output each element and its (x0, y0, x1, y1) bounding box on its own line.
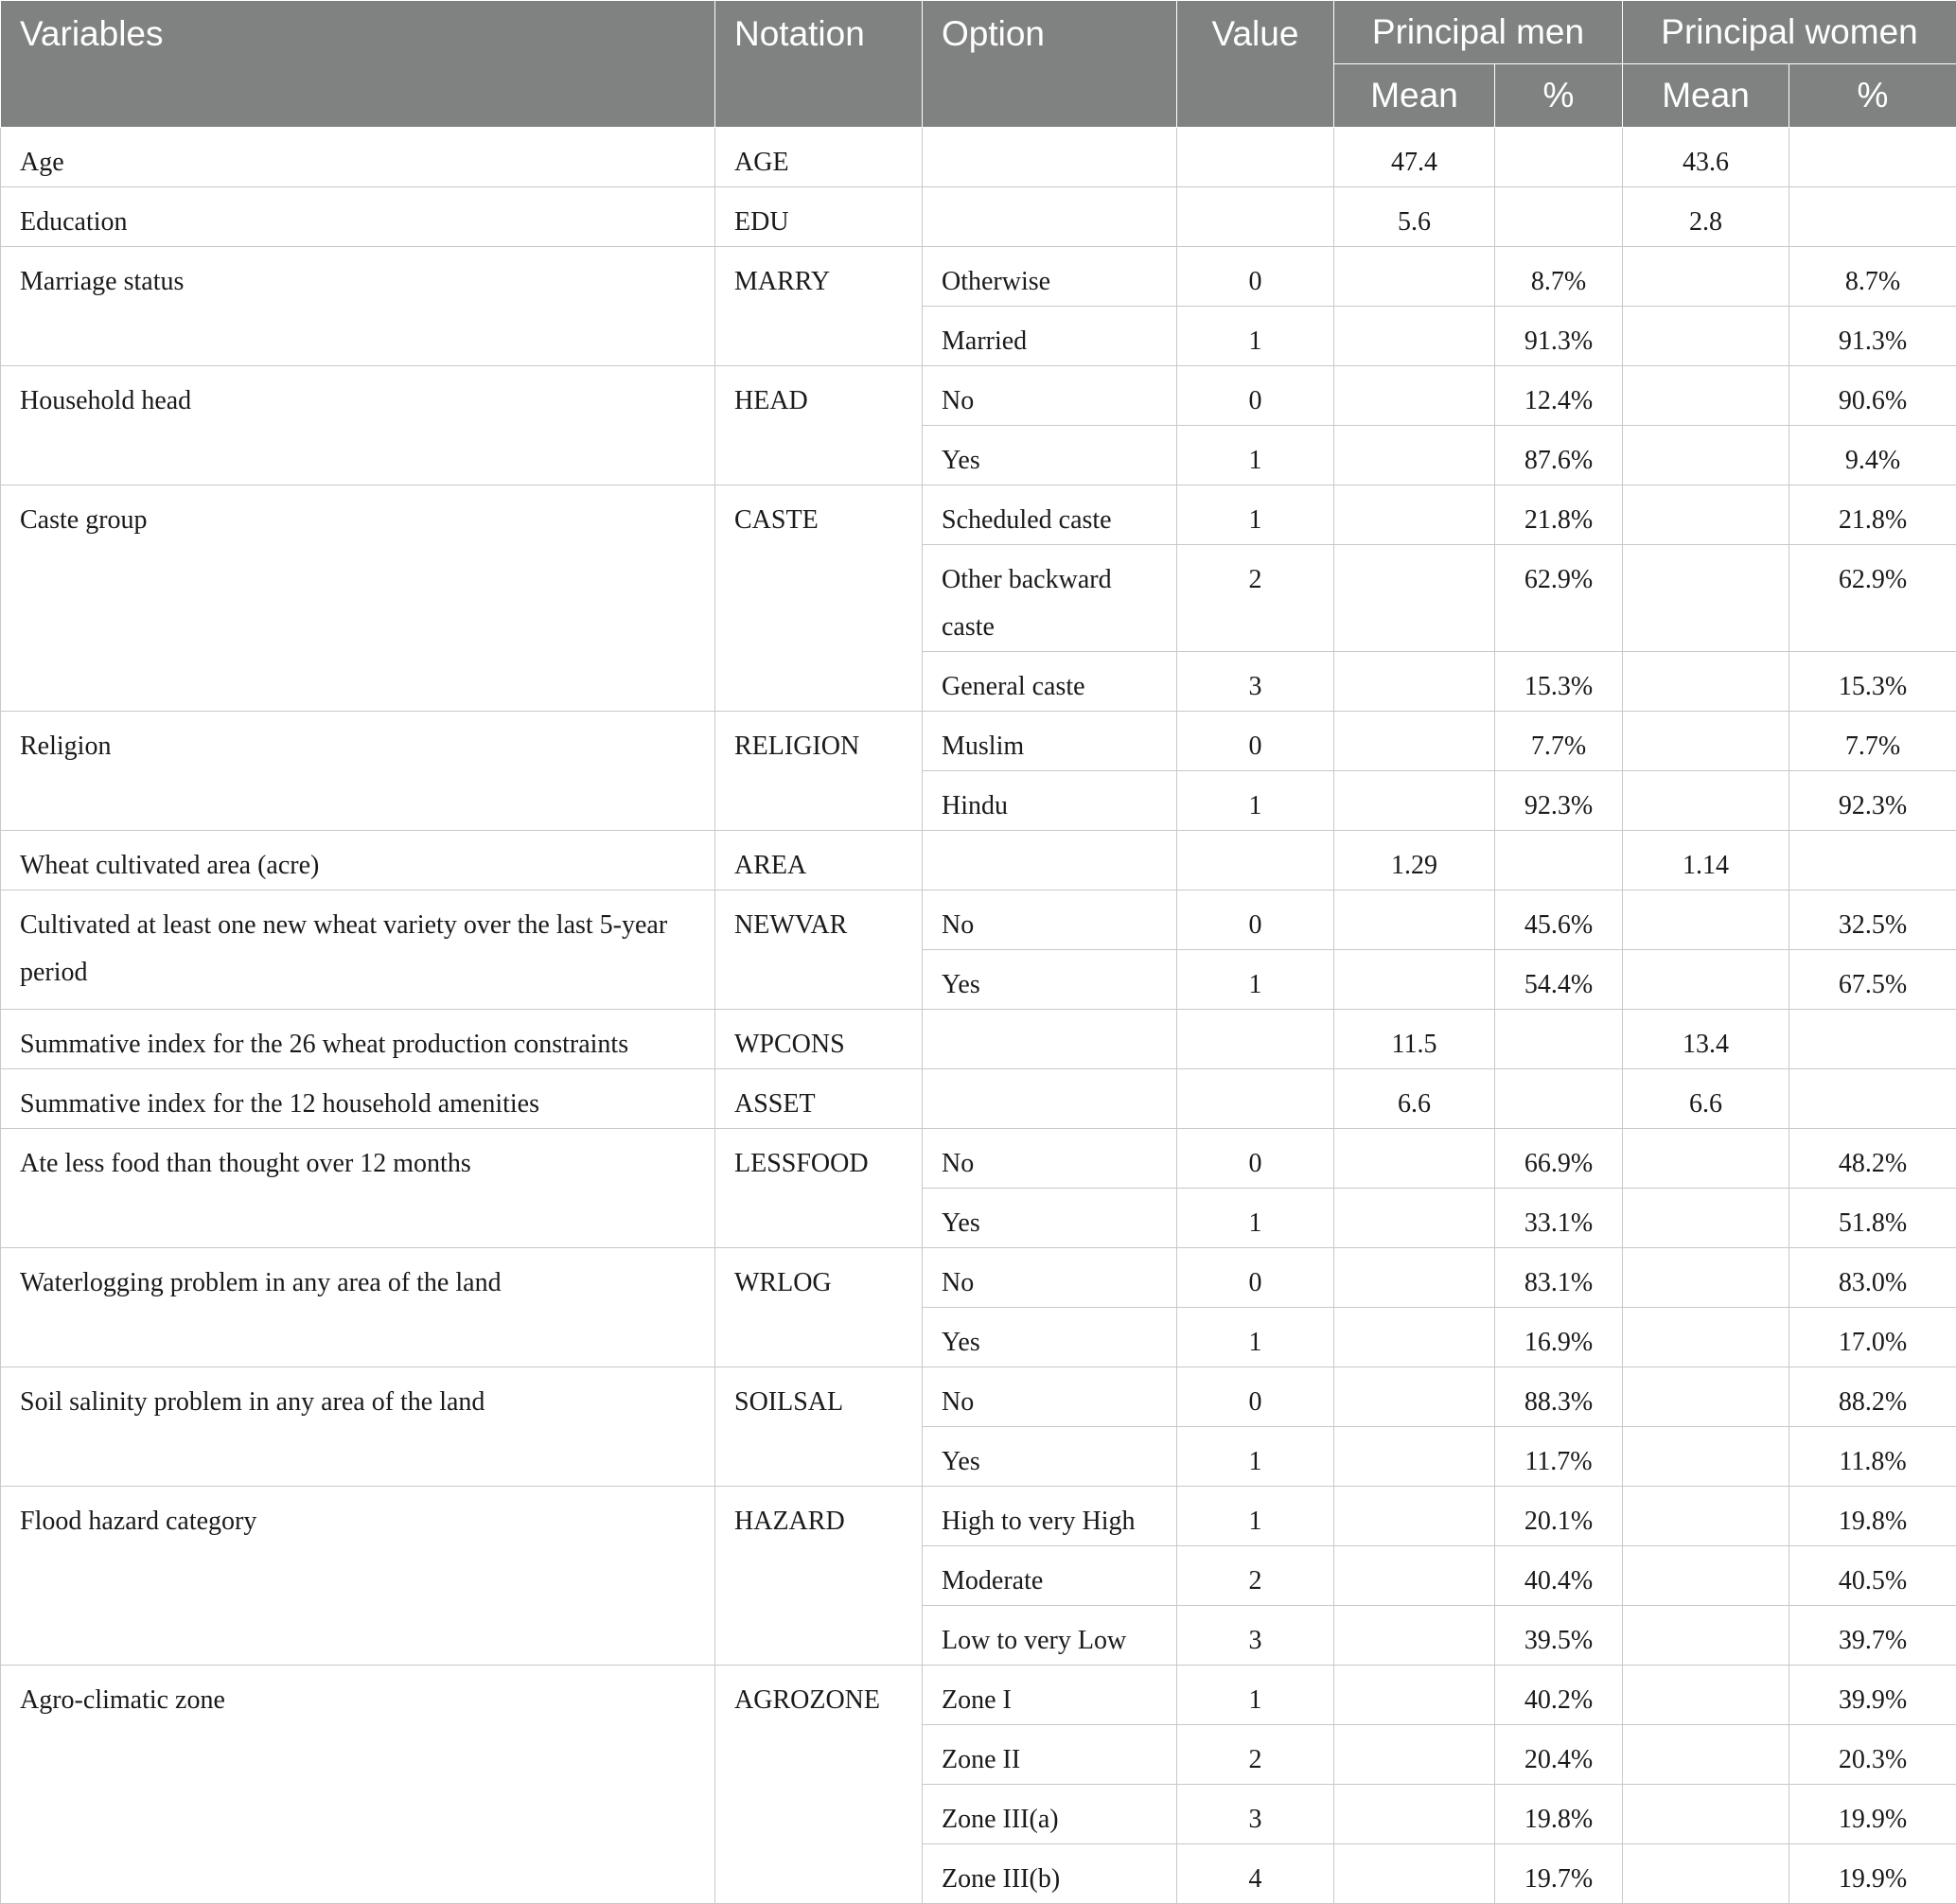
table-row (1, 247, 1956, 307)
cell-option: No (923, 890, 1177, 950)
cell-men-mean: 11.5 (1334, 1010, 1495, 1069)
cell-men-mean: 1.29 (1334, 831, 1495, 890)
cell-value: 2 (1177, 1725, 1334, 1785)
header-principal-women: Principal women (1623, 1, 1956, 64)
cell-women-mean (1623, 307, 1789, 366)
cell-women-mean (1623, 366, 1789, 426)
cell-men-pct: 83.1% (1495, 1248, 1623, 1308)
cell-women-pct: 8.7% (1789, 247, 1956, 307)
cell-men-pct: 12.4% (1495, 366, 1623, 426)
header-principal-men: Principal men (1334, 1, 1623, 64)
table-header (1, 1, 1956, 128)
cell-women-pct: 67.5% (1789, 950, 1956, 1010)
cell-men-mean (1334, 1248, 1495, 1308)
cell-variable: Marriage status (1, 247, 715, 366)
cell-value: 1 (1177, 1487, 1334, 1546)
cell-notation: LESSFOOD (715, 1129, 923, 1248)
cell-value: 0 (1177, 1367, 1334, 1427)
cell-value (1177, 831, 1334, 890)
table-row (1, 831, 1956, 890)
header-variables: Variables (1, 1, 715, 128)
cell-men-pct: 8.7% (1495, 247, 1623, 307)
cell-variable: Ate less food than thought over 12 months (1, 1129, 715, 1248)
cell-notation: HAZARD (715, 1487, 923, 1666)
cell-variable: Agro-climatic zone (1, 1666, 715, 1904)
cell-men-mean (1334, 1367, 1495, 1427)
cell-value: 1 (1177, 485, 1334, 545)
cell-notation: RELIGION (715, 712, 923, 831)
cell-women-pct: 9.4% (1789, 426, 1956, 485)
cell-women-pct: 83.0% (1789, 1248, 1956, 1308)
cell-women-mean (1623, 1546, 1789, 1606)
cell-women-pct: 92.3% (1789, 771, 1956, 831)
cell-women-pct: 90.6% (1789, 366, 1956, 426)
cell-value: 0 (1177, 712, 1334, 771)
header-women-mean: Mean (1623, 64, 1789, 128)
cell-men-pct: 40.2% (1495, 1666, 1623, 1725)
cell-women-pct: 88.2% (1789, 1367, 1956, 1427)
cell-option (923, 831, 1177, 890)
cell-option: Low to very Low (923, 1606, 1177, 1666)
cell-women-mean (1623, 247, 1789, 307)
cell-notation: AGE (715, 128, 923, 187)
cell-men-mean (1334, 1129, 1495, 1189)
cell-men-mean (1334, 1427, 1495, 1487)
cell-women-mean: 13.4 (1623, 1010, 1789, 1069)
cell-notation: AREA (715, 831, 923, 890)
cell-men-pct: 66.9% (1495, 1129, 1623, 1189)
cell-men-pct: 54.4% (1495, 950, 1623, 1010)
cell-value: 0 (1177, 1129, 1334, 1189)
cell-men-pct: 87.6% (1495, 426, 1623, 485)
table-row (1, 1069, 1956, 1129)
cell-value: 0 (1177, 366, 1334, 426)
cell-women-mean (1623, 1725, 1789, 1785)
cell-notation: SOILSAL (715, 1367, 923, 1487)
cell-option: Other backward caste (923, 545, 1177, 652)
cell-women-pct: 19.8% (1789, 1487, 1956, 1546)
cell-women-mean (1623, 890, 1789, 950)
cell-variable: Religion (1, 712, 715, 831)
cell-men-mean (1334, 366, 1495, 426)
cell-women-mean (1623, 1844, 1789, 1904)
cell-women-mean (1623, 485, 1789, 545)
cell-women-pct: 11.8% (1789, 1427, 1956, 1487)
cell-value: 0 (1177, 890, 1334, 950)
cell-notation: NEWVAR (715, 890, 923, 1010)
cell-value: 1 (1177, 771, 1334, 831)
cell-women-pct: 48.2% (1789, 1129, 1956, 1189)
cell-value (1177, 128, 1334, 187)
cell-option: Otherwise (923, 247, 1177, 307)
cell-women-mean (1623, 950, 1789, 1010)
table-row (1, 1367, 1956, 1427)
cell-option: Married (923, 307, 1177, 366)
cell-variable: Cultivated at least one new wheat variety over the last 5-year period (1, 890, 715, 1010)
cell-notation: CASTE (715, 485, 923, 712)
cell-value: 3 (1177, 652, 1334, 712)
cell-women-mean (1623, 1189, 1789, 1248)
cell-women-mean (1623, 1367, 1789, 1427)
cell-women-pct: 21.8% (1789, 485, 1956, 545)
cell-men-pct: 45.6% (1495, 890, 1623, 950)
cell-men-mean (1334, 771, 1495, 831)
cell-men-mean: 6.6 (1334, 1069, 1495, 1129)
cell-value: 1 (1177, 950, 1334, 1010)
cell-men-pct: 19.7% (1495, 1844, 1623, 1904)
cell-notation: WPCONS (715, 1010, 923, 1069)
cell-option: General caste (923, 652, 1177, 712)
cell-variable: Age (1, 128, 715, 187)
cell-men-mean: 47.4 (1334, 128, 1495, 187)
cell-option (923, 128, 1177, 187)
cell-women-pct: 62.9% (1789, 545, 1956, 652)
cell-women-pct: 7.7% (1789, 712, 1956, 771)
cell-option: Moderate (923, 1546, 1177, 1606)
cell-option: Hindu (923, 771, 1177, 831)
cell-variable: Education (1, 187, 715, 247)
cell-option (923, 187, 1177, 247)
cell-variable: Waterlogging problem in any area of the land (1, 1248, 715, 1367)
cell-notation: AGROZONE (715, 1666, 923, 1904)
cell-women-mean: 6.6 (1623, 1069, 1789, 1129)
cell-men-pct: 33.1% (1495, 1189, 1623, 1248)
cell-variable: Caste group (1, 485, 715, 712)
table-row (1, 1487, 1956, 1546)
cell-men-mean (1334, 950, 1495, 1010)
cell-men-mean (1334, 1785, 1495, 1844)
header-men-pct: % (1495, 64, 1623, 128)
cell-men-pct (1495, 1010, 1623, 1069)
cell-men-pct: 16.9% (1495, 1308, 1623, 1367)
cell-men-mean (1334, 1189, 1495, 1248)
cell-value (1177, 1069, 1334, 1129)
cell-value: 3 (1177, 1606, 1334, 1666)
cell-women-pct: 15.3% (1789, 652, 1956, 712)
cell-men-pct: 92.3% (1495, 771, 1623, 831)
cell-variable: Summative index for the 12 household amenities (1, 1069, 715, 1129)
table-row (1, 1248, 1956, 1308)
cell-men-pct: 21.8% (1495, 485, 1623, 545)
cell-women-pct (1789, 128, 1956, 187)
table-row (1, 1010, 1956, 1069)
cell-option: Scheduled caste (923, 485, 1177, 545)
cell-option: Zone III(a) (923, 1785, 1177, 1844)
cell-men-pct: 40.4% (1495, 1546, 1623, 1606)
cell-notation: WRLOG (715, 1248, 923, 1367)
cell-men-mean: 5.6 (1334, 187, 1495, 247)
cell-variable: Summative index for the 26 wheat production constraints (1, 1010, 715, 1069)
table-row (1, 366, 1956, 426)
cell-value: 1 (1177, 1308, 1334, 1367)
cell-notation: MARRY (715, 247, 923, 366)
cell-women-pct (1789, 831, 1956, 890)
cell-option: Zone I (923, 1666, 1177, 1725)
cell-option: Yes (923, 1189, 1177, 1248)
cell-variable: Flood hazard category (1, 1487, 715, 1666)
cell-value (1177, 187, 1334, 247)
cell-women-pct: 40.5% (1789, 1546, 1956, 1606)
cell-men-mean (1334, 1844, 1495, 1904)
cell-women-mean (1623, 1427, 1789, 1487)
cell-men-mean (1334, 1606, 1495, 1666)
cell-men-mean (1334, 1308, 1495, 1367)
cell-men-pct (1495, 1069, 1623, 1129)
cell-men-pct: 19.8% (1495, 1785, 1623, 1844)
cell-women-mean: 2.8 (1623, 187, 1789, 247)
table-row (1, 890, 1956, 950)
cell-option: Yes (923, 1308, 1177, 1367)
cell-option: Zone II (923, 1725, 1177, 1785)
cell-value: 4 (1177, 1844, 1334, 1904)
cell-value: 1 (1177, 1189, 1334, 1248)
cell-value: 2 (1177, 545, 1334, 652)
cell-variable: Soil salinity problem in any area of the land (1, 1367, 715, 1487)
cell-men-pct (1495, 187, 1623, 247)
cell-women-mean (1623, 426, 1789, 485)
cell-option: Yes (923, 426, 1177, 485)
cell-women-pct: 19.9% (1789, 1785, 1956, 1844)
cell-variable: Household head (1, 366, 715, 485)
cell-women-mean: 1.14 (1623, 831, 1789, 890)
cell-value: 0 (1177, 247, 1334, 307)
cell-option: No (923, 1367, 1177, 1427)
cell-notation: ASSET (715, 1069, 923, 1129)
cell-women-pct: 19.9% (1789, 1844, 1956, 1904)
cell-women-mean (1623, 771, 1789, 831)
cell-men-pct: 15.3% (1495, 652, 1623, 712)
cell-option: Yes (923, 950, 1177, 1010)
cell-women-mean (1623, 712, 1789, 771)
cell-women-mean (1623, 652, 1789, 712)
cell-value: 2 (1177, 1546, 1334, 1606)
cell-value: 0 (1177, 1248, 1334, 1308)
header-option: Option (923, 1, 1177, 128)
cell-men-mean (1334, 1666, 1495, 1725)
cell-men-mean (1334, 652, 1495, 712)
cell-men-mean (1334, 545, 1495, 652)
cell-women-mean (1623, 1606, 1789, 1666)
cell-value: 1 (1177, 426, 1334, 485)
cell-notation: HEAD (715, 366, 923, 485)
cell-men-pct (1495, 831, 1623, 890)
cell-women-pct: 51.8% (1789, 1189, 1956, 1248)
cell-option: Yes (923, 1427, 1177, 1487)
cell-men-pct: 20.4% (1495, 1725, 1623, 1785)
cell-option (923, 1010, 1177, 1069)
cell-men-mean (1334, 1546, 1495, 1606)
cell-value: 1 (1177, 1666, 1334, 1725)
cell-men-mean (1334, 485, 1495, 545)
table-row (1, 1129, 1956, 1189)
cell-men-mean (1334, 712, 1495, 771)
header-women-pct: % (1789, 64, 1956, 128)
table-row (1, 485, 1956, 545)
cell-women-mean: 43.6 (1623, 128, 1789, 187)
cell-option: Muslim (923, 712, 1177, 771)
cell-men-pct: 7.7% (1495, 712, 1623, 771)
cell-women-pct: 91.3% (1789, 307, 1956, 366)
cell-women-pct: 39.9% (1789, 1666, 1956, 1725)
header-men-mean: Mean (1334, 64, 1495, 128)
cell-men-pct: 88.3% (1495, 1367, 1623, 1427)
cell-men-pct: 11.7% (1495, 1427, 1623, 1487)
cell-women-mean (1623, 1666, 1789, 1725)
cell-women-mean (1623, 545, 1789, 652)
cell-women-pct: 39.7% (1789, 1606, 1956, 1666)
cell-women-pct: 17.0% (1789, 1308, 1956, 1367)
cell-women-pct: 20.3% (1789, 1725, 1956, 1785)
cell-women-pct (1789, 1010, 1956, 1069)
header-value: Value (1177, 1, 1334, 128)
table-row (1, 187, 1956, 247)
cell-men-pct: 91.3% (1495, 307, 1623, 366)
cell-women-mean (1623, 1129, 1789, 1189)
cell-women-mean (1623, 1308, 1789, 1367)
cell-option: No (923, 366, 1177, 426)
cell-women-mean (1623, 1785, 1789, 1844)
cell-value: 1 (1177, 1427, 1334, 1487)
cell-option: High to very High (923, 1487, 1177, 1546)
cell-option: No (923, 1248, 1177, 1308)
cell-men-mean (1334, 1725, 1495, 1785)
cell-men-mean (1334, 307, 1495, 366)
cell-women-pct: 32.5% (1789, 890, 1956, 950)
cell-men-pct: 20.1% (1495, 1487, 1623, 1546)
cell-women-mean (1623, 1248, 1789, 1308)
cell-women-pct (1789, 1069, 1956, 1129)
cell-variable: Wheat cultivated area (acre) (1, 831, 715, 890)
header-notation: Notation (715, 1, 923, 128)
table-row (1, 712, 1956, 771)
cell-men-mean (1334, 247, 1495, 307)
cell-value: 3 (1177, 1785, 1334, 1844)
cell-men-mean (1334, 1487, 1495, 1546)
cell-women-pct (1789, 187, 1956, 247)
cell-men-pct (1495, 128, 1623, 187)
cell-option: Zone III(b) (923, 1844, 1177, 1904)
cell-men-mean (1334, 426, 1495, 485)
cell-men-mean (1334, 890, 1495, 950)
cell-option (923, 1069, 1177, 1129)
table-row (1, 128, 1956, 187)
cell-women-mean (1623, 1487, 1789, 1546)
cell-option: No (923, 1129, 1177, 1189)
cell-value: 1 (1177, 307, 1334, 366)
cell-men-pct: 62.9% (1495, 545, 1623, 652)
table-row (1, 1666, 1956, 1725)
cell-men-pct: 39.5% (1495, 1606, 1623, 1666)
cell-value (1177, 1010, 1334, 1069)
cell-notation: EDU (715, 187, 923, 247)
table-body (1, 128, 1956, 1904)
